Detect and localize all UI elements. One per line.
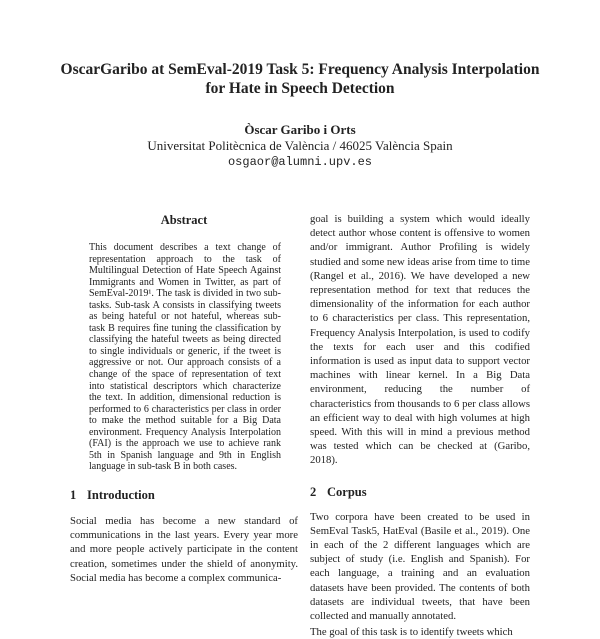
paper-title-line-1: OscarGaribo at SemEval-2019 Task 5: Frequency Analysis Interpolation bbox=[60, 61, 540, 78]
introduction-heading bbox=[70, 487, 298, 503]
author-name: Òscar Garibo i Orts bbox=[244, 122, 356, 137]
right-paragraph: goal is building a system which would ideally detect author whose content is offensive to women and/or immigrant. Author Profiling is widely studied and some new ideas arise from time to time (Rangel et al., 2016). We have developed a new representation method for text that reduces the dimensionality of the information for each author to 6 characteristics per class. This representation, Frequency Analysis Interpolation, is used to codify the texts for each user and this codified information is used as input data to support vector machines with linear kernel. In a Big Data environment, reducing the number of characteristics from thousands to 6 per class allows an efficient way to deal with high volumes at high speed. With this will in mind a previous method was tested which can be checked at (Garibo, 2018). bbox=[310, 213, 530, 467]
author-block bbox=[100, 122, 500, 170]
introduction-number: 1 bbox=[70, 487, 77, 502]
author-email: osgaor@alumni.upv.es bbox=[227, 155, 373, 169]
corpus-number: 2 bbox=[310, 484, 317, 499]
introduction-title: Introduction bbox=[87, 487, 155, 502]
corpus-title: Corpus bbox=[327, 484, 367, 499]
corpus-heading bbox=[310, 484, 530, 500]
right-column bbox=[310, 212, 530, 639]
paper-title-line-2: for Hate in Speech Detection bbox=[205, 80, 395, 97]
introduction-text: Social media has become a new standard of communications in the last years. Every year more and more people actively participate in the content creation, sometimes under the shield of anonymity. Social media has become a complex communica- bbox=[70, 514, 298, 584]
author-affiliation: Universitat Politècnica de València / 46025 València Spain bbox=[147, 138, 453, 153]
corpus-text: Two corpora have been created to be used in SemEval Task5, HatEval (Basile et al., 2019). One in each of the 2 different languages which are subject of study (i.e. English and Spanish). For each language, a training and an evaluation datasets have been provided. The contents of both datasets are individual tweets, that have been collected and manually annotated. bbox=[310, 510, 530, 623]
paper-title bbox=[40, 60, 560, 98]
abstract-heading: Abstract bbox=[160, 213, 208, 227]
corpus-text-continued: The goal of this task is to identify tweets which bbox=[310, 626, 513, 639]
left-column bbox=[70, 212, 298, 585]
abstract-text: This document describes a text change of representation approach to the task of Multilingual Detection of Hate Speech Against Immigrants and Women in Twitter, as part of SemEval-2019¹. The task is divided in two sub-tasks. Sub-task A consists in classifying tweets as being hateful or not hateful, whereas sub-task B requires fine tuning the classification by classifying the hateful tweets as being directed to single individuals or generic, if the tweet is aggressive or not. Our approach consists of a change of the space of representation of text into statistical descriptors which characterize the text. In addition, dimensional reduction is performed to 6 characteristics per class in order to make the method suitable for a Big Data environment. Frequency Analysis Interpolation (FAI) is the approach we use to achieve rank 5th in Spanish language and 9th in English language in sub-task B in both cases. bbox=[89, 242, 281, 473]
